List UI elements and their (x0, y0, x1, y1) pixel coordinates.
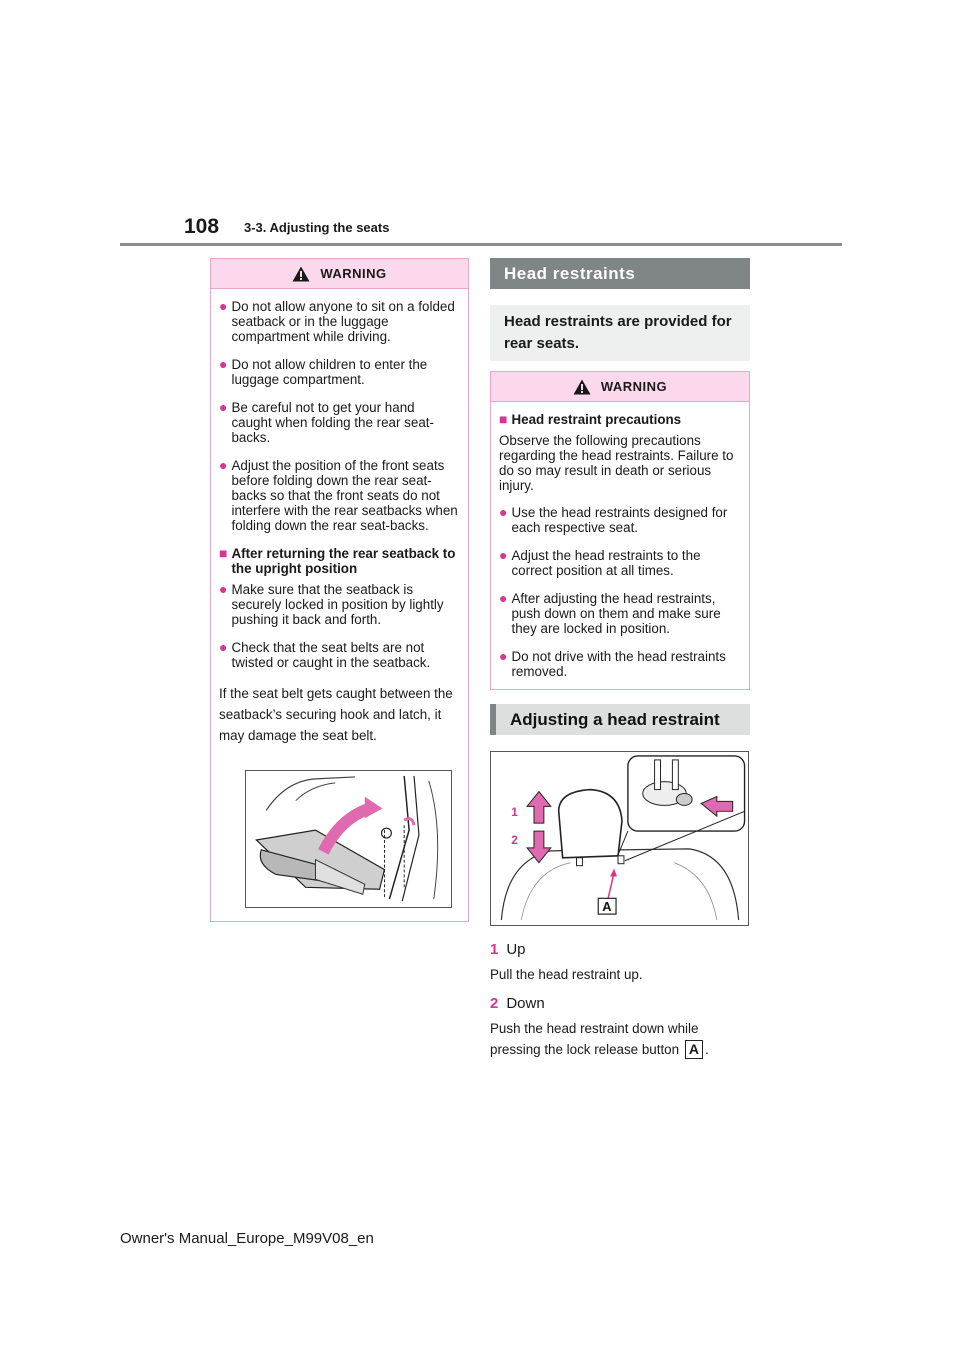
bullet-dot-icon: ● (219, 581, 228, 597)
figure-label-button: A (602, 899, 612, 915)
head-restraints-lead: Head restraints are provided for rear seats. (490, 305, 750, 361)
footer-text: Owner's Manual_Europe_M99V08_en (120, 1230, 374, 1247)
right-column (490, 258, 750, 1060)
right-warning-header (491, 372, 749, 402)
list-item: ● Adjust the position of the front seats before folding down the rear seat-backs so that the front seats do not interfere with the rear seatbacks when folding down the rear seat-backs. (219, 457, 458, 533)
list-item: ● Adjust the head restraints to the correct position at all times. (499, 547, 701, 578)
list-item: ● Check that the seat belts are not twisted or caught in the seatback. (219, 639, 431, 670)
bullet-dot-icon: ● (219, 639, 228, 655)
list-item: ● Do not allow children to enter the luggage compartment. (219, 356, 428, 387)
bullet-dot-icon: ● (499, 590, 508, 606)
page-number: 108 (184, 215, 220, 238)
list-item: ● Do not drive with the head restraints removed. (499, 648, 726, 679)
warning-intro: Observe the following precautions regarding the head restraints. Failure to do so may result in death or serious injury. (499, 433, 734, 493)
lock-release-button-label: A (685, 1040, 703, 1059)
list-item: ● After adjusting the head restraints, push down on them and make sure they are locked in position. (499, 590, 721, 636)
bullet-dot-icon: ● (499, 547, 508, 563)
step-down (490, 995, 750, 1012)
step-number: 2 (490, 995, 499, 1012)
list-item: ● Use the head restraints designed for each respective seat. (499, 504, 728, 535)
square-bullet-icon: ■ (219, 545, 228, 561)
figure-label-down: 2 (511, 832, 518, 847)
section-title: 3-3. Adjusting the seats (244, 220, 390, 235)
bullet-dot-icon: ● (219, 356, 228, 372)
warning-triangle-icon (292, 266, 310, 282)
list-item: ● Be careful not to get your hand caught when folding the rear seat-backs. (219, 399, 434, 445)
down-arrow-icon (527, 831, 551, 863)
header-rule (120, 243, 842, 246)
bullet-dot-icon: ● (499, 648, 508, 664)
warning-triangle-icon (573, 379, 591, 395)
step-label: Down (506, 995, 545, 1012)
step-number: 1 (490, 941, 499, 958)
up-arrow-icon (527, 792, 551, 824)
head-restraints-heading: Head restraints (490, 258, 750, 289)
square-bullet-icon: ■ (499, 411, 508, 427)
warning-note: If the seat belt gets caught between the seatback’s securing hook and latch, it may damage the seat belt. (219, 686, 453, 743)
adjusting-heading: Adjusting a head restraint (490, 704, 750, 735)
bullet-dot-icon: ● (219, 457, 228, 473)
right-warning-box (490, 371, 750, 690)
step-down-description: Push the head restraint down while pressing the lock release button A . (490, 1021, 709, 1057)
bullet-dot-icon: ● (219, 399, 228, 415)
left-warning-title: WARNING (320, 266, 387, 281)
left-warning-header (211, 259, 468, 289)
right-warning-title: WARNING (600, 379, 668, 394)
left-warning-box (210, 258, 469, 922)
list-item: ● Do not allow anyone to sit on a folded seatback or in the luggage compartment while driving. (219, 298, 455, 344)
warning-subheading: ■ Head restraint precautions (499, 411, 682, 427)
left-column (210, 258, 469, 922)
bullet-dot-icon: ● (499, 504, 508, 520)
bullet-dot-icon: ● (219, 298, 228, 314)
list-item: ● Make sure that the seatback is securely locked in position by lightly pushing it back and forth. (219, 581, 444, 627)
step-up (490, 941, 750, 958)
rear-seat-folding-illustration (245, 770, 452, 908)
figure-label-up: 1 (511, 805, 518, 820)
step-label: Up (506, 941, 526, 958)
warning-subheading: ■ After returning the rear seatback to the upright position (219, 545, 456, 576)
head-restraint-illustration (490, 751, 749, 926)
step-up-description: Pull the head restraint up. (490, 967, 643, 982)
right-warning-body (491, 402, 749, 689)
left-warning-body (211, 289, 468, 921)
